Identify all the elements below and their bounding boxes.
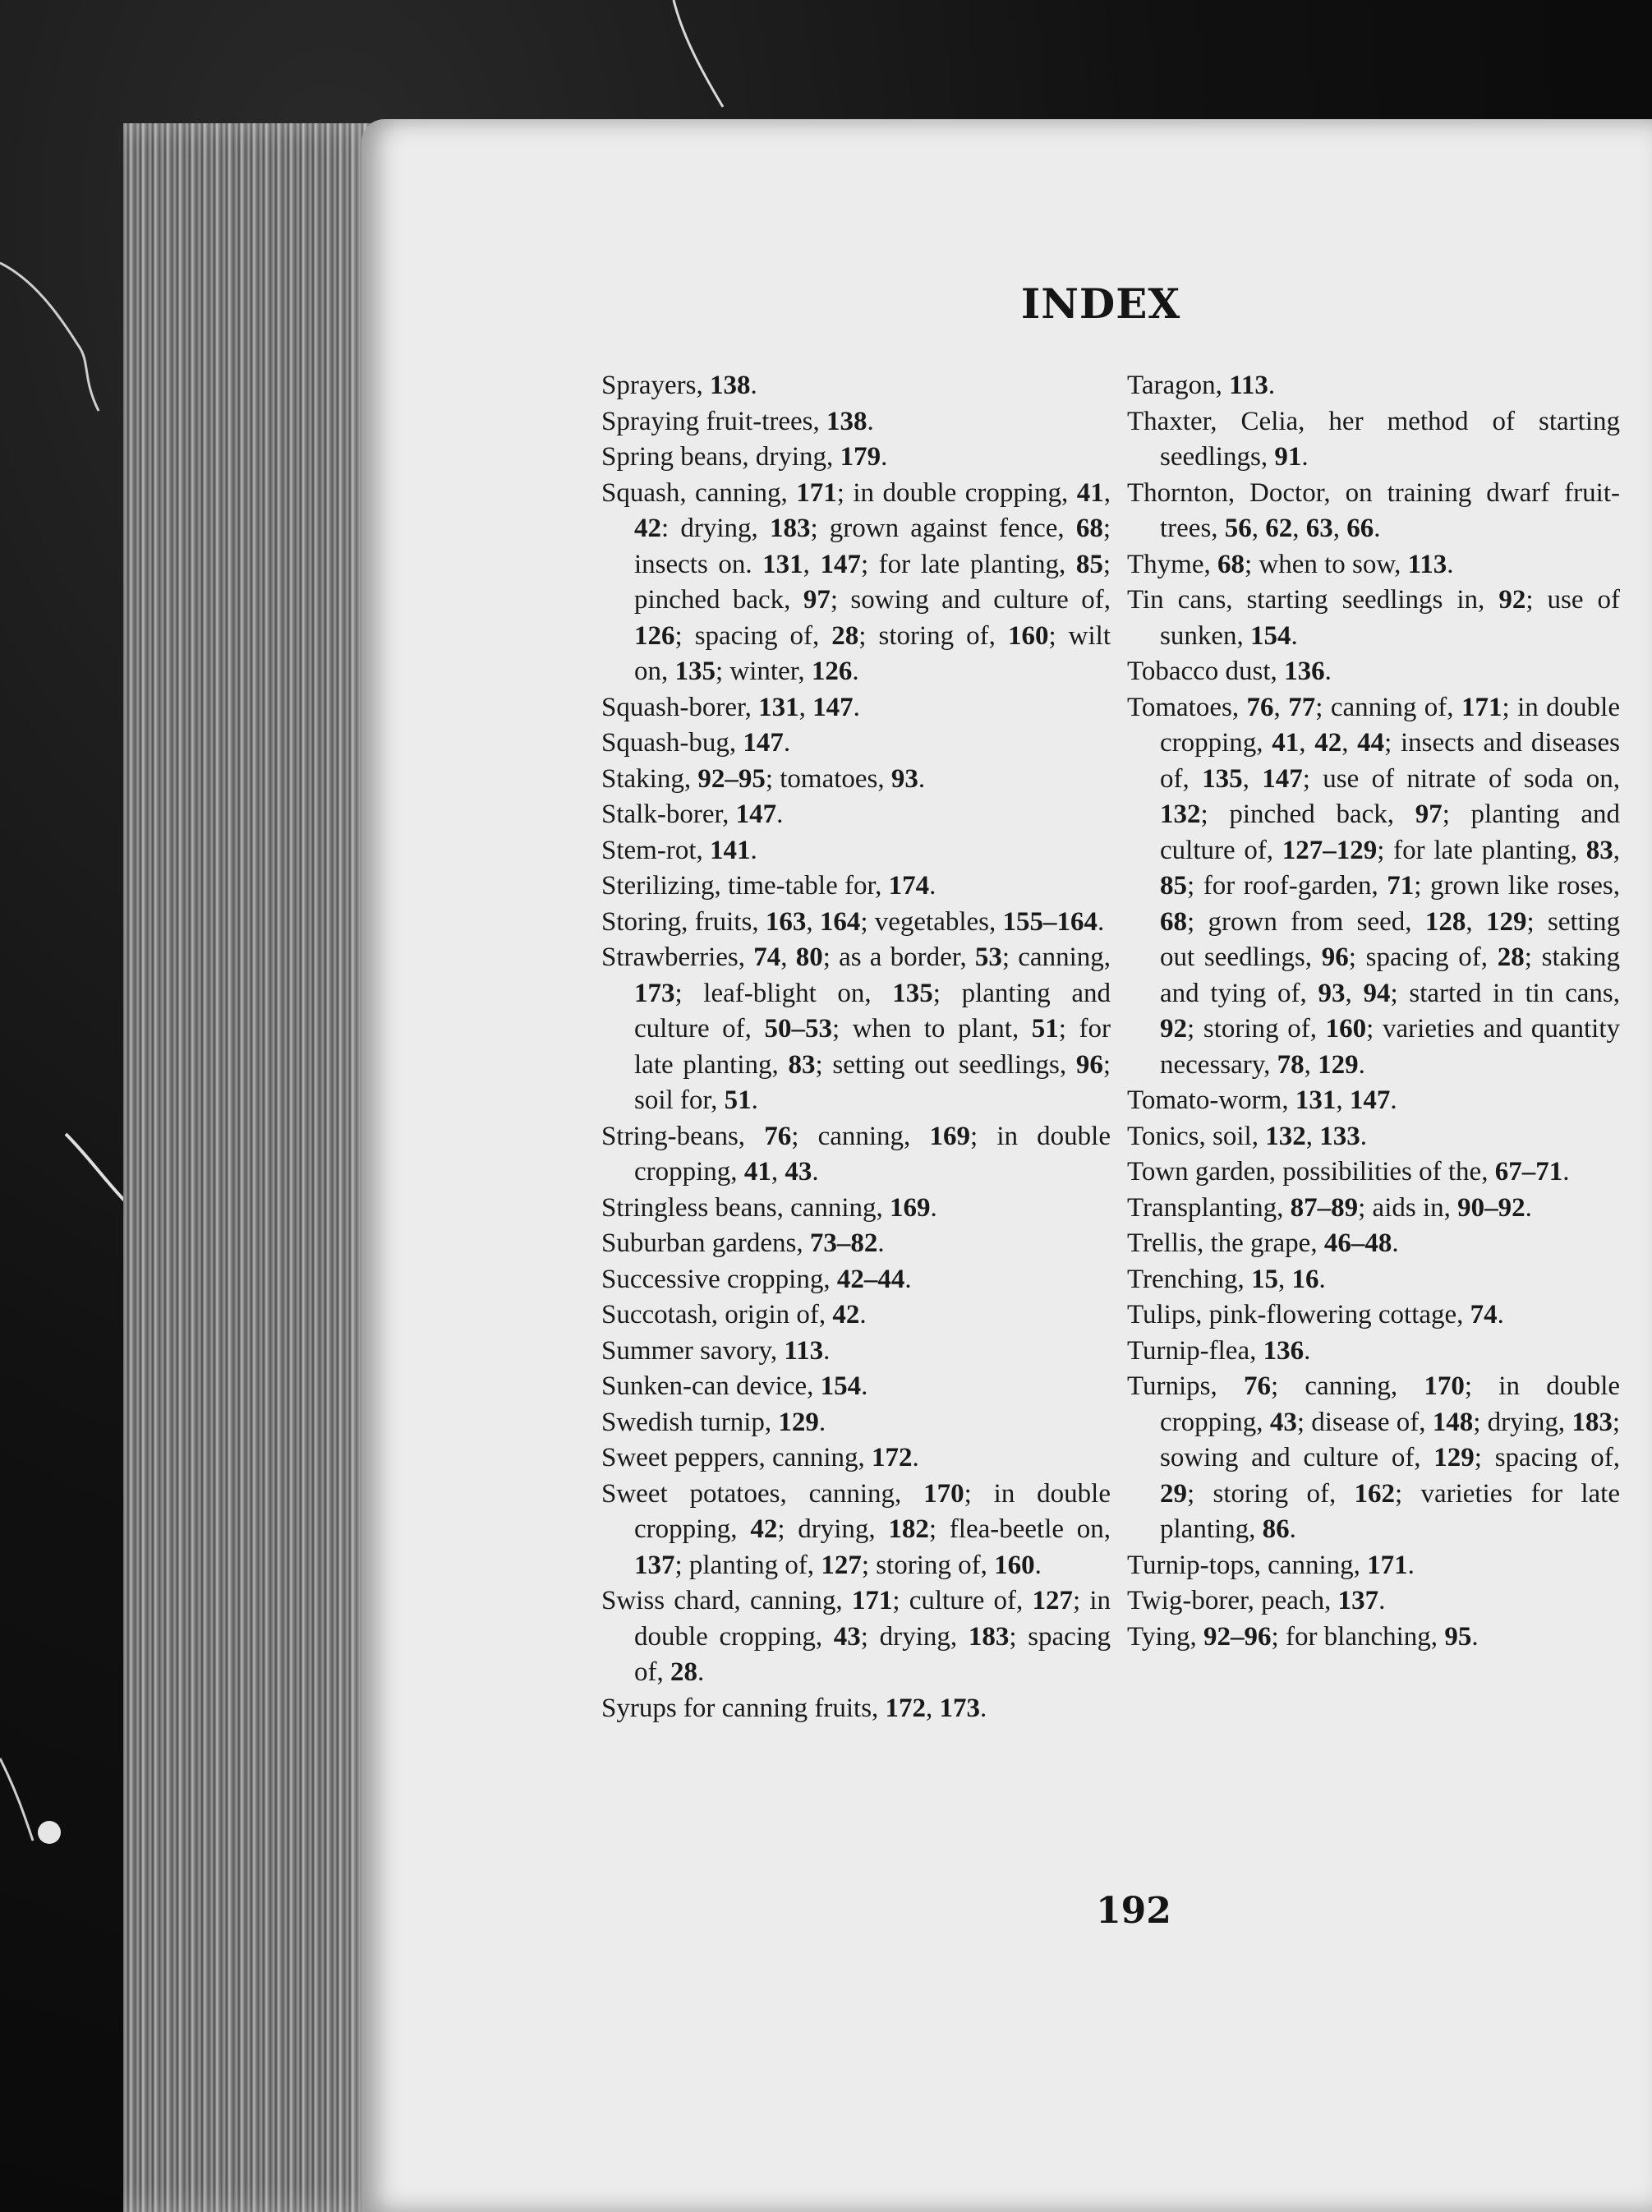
index-entry: Stringless beans, canning, 169. — [601, 1192, 937, 1223]
index-entry: Turnip-tops, canning, 171. — [1127, 1550, 1415, 1580]
index-entry: Transplanting, 87–89; aids in, 90–92. — [1127, 1192, 1532, 1223]
index-entry: Suburban gardens, 73–82. — [601, 1228, 885, 1258]
page-heading: INDEX — [1020, 279, 1181, 328]
index-entry: Storing, fruits, 163, 164; vegetables, 155–164. — [601, 906, 1105, 937]
index-entry: Strawberries, 74, 80; as a border, 53; canning, 173; leaf-blight on, 135; planting and culture of, 50–53; when to plant, 51; for late planting, 83; setting out seedlings, 96; soil for, 51. — [601, 942, 1111, 1115]
index-entry: Swiss chard, canning, 171; culture of, 127; in double cropping, 43; drying, 183; spacing of, 28. — [601, 1586, 1111, 1687]
index-entry: Tonics, soil, 132, 133. — [1127, 1121, 1367, 1151]
index-entry: Syrups for canning fruits, 172, 173. — [601, 1693, 987, 1723]
index-column-right — [1127, 368, 1620, 1655]
index-entry: Sterilizing, time-table for, 174. — [601, 871, 936, 901]
index-entry: Swedish turnip, 129. — [601, 1407, 826, 1437]
index-entry: Succotash, origin of, 42. — [601, 1300, 867, 1330]
index-entry: Sweet potatoes, canning, 170; in double cropping, 42; drying, 182; flea-beetle on, 137; planting of, 127; storing of, 160. — [601, 1478, 1111, 1580]
index-entry: String-beans, 76; canning, 169; in double cropping, 41, 43. — [601, 1121, 1111, 1187]
index-entry: Spraying fruit-trees, 138. — [601, 406, 874, 436]
index-entry: Trellis, the grape, 46–48. — [1127, 1228, 1399, 1258]
index-entry: Squash-bug, 147. — [601, 728, 791, 758]
index-entry: Tomato-worm, 131, 147. — [1127, 1085, 1397, 1115]
index-entry: Sunken-can device, 154. — [601, 1371, 868, 1401]
index-entry: Sprayers, 138. — [601, 371, 757, 400]
index-entry: Stem-rot, 141. — [601, 835, 757, 865]
index-entry: Summer savory, 113. — [601, 1335, 831, 1366]
index-entry: Town garden, possibilities of the, 67–71. — [1127, 1157, 1570, 1187]
index-column-left — [601, 368, 1111, 1726]
index-entry: Tulips, pink-flowering cottage, 74. — [1127, 1300, 1504, 1330]
index-entry: Turnips, 76; canning, 170; in double cropping, 43; disease of, 148; drying, 183; sowing and culture of, 129; spacing of, 29; storing of, 162; varieties for late planting, 86. — [1127, 1371, 1621, 1544]
index-entry: Tin cans, starting seedlings in, 92; use of sunken, 154. — [1127, 585, 1620, 651]
index-entry: Squash, canning, 171; in double cropping, 41, 42: drying, 183; grown against fence, 68; insects on. 131, 147; for late planting, 85; pinched back, 97; sowing and culture of, 126; spacing of, 28; storing of, 160; wilt on, 135; winter, 126. — [601, 477, 1111, 686]
index-entry: Taragon, 113. — [1127, 371, 1276, 400]
index-entry: Thyme, 68; when to sow, 113. — [1127, 549, 1454, 579]
book-page-edges — [123, 123, 386, 2212]
index-entry: Successive cropping, 42–44. — [601, 1264, 912, 1294]
page-number: 192 — [1096, 1890, 1171, 1932]
index-entry: Stalk-borer, 147. — [601, 800, 784, 829]
index-entry: Sweet peppers, canning, 172. — [601, 1443, 919, 1472]
index-entry: Tobacco dust, 136. — [1127, 657, 1332, 686]
index-entry: Staking, 92–95; tomatoes, 93. — [601, 763, 926, 794]
index-entry: Tomatoes, 76, 77; canning of, 171; in double cropping, 41, 42, 44; insects and diseases of, 135, 147; use of nitrate of soda on, 132; pinched back, 97; planting and culture of, 127–129; for late planting, 83, 85; for roof-garden, 71; grown like roses, 68; grown from seed, 128, 129; setting out seedlings, 96; spacing of, 28; staking and tying of, 93, 94; started in tin cans, 92; storing of, 160; varieties and quantity necessary, 78, 129. — [1127, 692, 1621, 1080]
index-entry: Squash-borer, 131, 147. — [601, 692, 860, 722]
index-entry: Trenching, 15, 16. — [1127, 1264, 1326, 1294]
index-entry: Tying, 92–96; for blanching, 95. — [1127, 1621, 1479, 1652]
index-entry: Thornton, Doctor, on training dwarf fruit-trees, 56, 62, 63, 66. — [1127, 477, 1620, 543]
index-entry: Turnip-flea, 136. — [1127, 1335, 1311, 1366]
index-entry: Spring beans, drying, 179. — [601, 442, 888, 472]
index-entry: Twig-borer, peach, 137. — [1127, 1586, 1386, 1615]
index-entry: Thaxter, Celia, her method of starting seedlings, 91. — [1127, 406, 1620, 472]
